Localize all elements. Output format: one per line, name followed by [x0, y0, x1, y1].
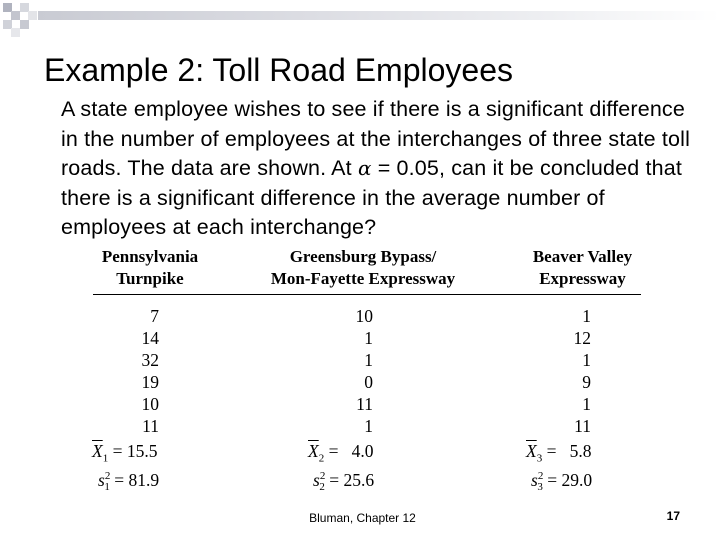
variance-symbol: s	[531, 469, 538, 490]
table-cell: 1	[364, 416, 373, 436]
table-cell: 10	[141, 394, 159, 414]
variance-value: 81.9	[128, 469, 160, 490]
table-cell: 11	[142, 416, 159, 436]
table-cell: 1	[582, 394, 591, 414]
column-header-line1: Greensburg Bypass/	[289, 247, 437, 266]
column-header-line2: Expressway	[539, 269, 626, 288]
column-header	[248, 246, 478, 290]
page-number: 17	[666, 509, 680, 523]
table-cell: 0	[364, 372, 373, 392]
mean-stat: $\overline{X}_3 = 5.8$	[526, 441, 592, 465]
mean-value: 15.5	[126, 441, 158, 461]
mean-symbol: $\overline{X}$	[308, 441, 319, 461]
column-header-line2: Mon-Fayette Expressway	[270, 269, 456, 288]
variance-superscript: 2	[319, 470, 326, 482]
column-header	[515, 246, 650, 290]
table-cell: 32	[141, 350, 159, 370]
mean-subscript: 3	[536, 452, 543, 465]
mean-symbol: $\overline{X}$	[92, 441, 103, 461]
mean-stat: $\overline{X}_1 = 15.5$	[92, 441, 158, 465]
table-cell: 1	[582, 350, 591, 370]
mean-stat: $\overline{X}_2 = 4.0$	[308, 441, 374, 465]
variance-symbol: s	[313, 469, 320, 490]
table-cell: 12	[573, 328, 591, 348]
variance-stat: $s^2_2 = 25.6$	[313, 469, 375, 494]
table-cell: 11	[574, 416, 591, 436]
variance-symbol: s	[98, 469, 105, 490]
variance-stat: $s^2_3 = 29.0$	[531, 469, 593, 494]
mean-subscript: 1	[102, 452, 109, 465]
table-cell: 1	[582, 306, 591, 326]
variance-value: 25.6	[343, 469, 375, 490]
table-cell: 1	[364, 350, 373, 370]
variance-stat: $s^2_1 = 81.9$	[98, 469, 160, 494]
column-header-line1: Pennsylvania	[101, 247, 199, 266]
table-cell: 11	[356, 394, 373, 414]
slide-title: Example 2: Toll Road Employees	[44, 52, 513, 88]
mean-value: 4.0	[351, 441, 374, 461]
problem-text: A state employee wishes to see if there is a significant difference in the number of employees at the interchanges of three state toll roads. The data are shown. At	[61, 97, 690, 180]
variance-superscript: 2	[104, 470, 111, 482]
table-cell: 14	[141, 328, 159, 348]
column-header-line2: Turnpike	[116, 269, 184, 288]
table-cell: 1	[364, 328, 373, 348]
table-cell: 9	[582, 372, 591, 392]
variance-subscript: 1	[104, 481, 110, 494]
column-header-line1: Beaver Valley	[532, 247, 633, 266]
table-cell: 10	[355, 306, 373, 326]
problem-text-tail: = 0.05, can it be concluded that there is a significant difference in the average number of employees at each interchange?	[61, 156, 682, 239]
alpha-symbol: α	[357, 156, 372, 180]
table-cell: 19	[141, 372, 159, 392]
variance-superscript: 2	[537, 470, 544, 482]
header-rule	[93, 294, 641, 295]
mean-value: 5.8	[569, 441, 592, 461]
variance-value: 29.0	[561, 469, 593, 490]
column-header	[80, 246, 220, 290]
mean-subscript: 2	[318, 452, 325, 465]
table-cell: 7	[150, 306, 159, 326]
footer-source: Bluman, Chapter 12	[309, 511, 416, 525]
variance-subscript: 3	[537, 481, 543, 494]
variance-subscript: 2	[319, 481, 325, 494]
mean-symbol: $\overline{X}$	[526, 441, 537, 461]
